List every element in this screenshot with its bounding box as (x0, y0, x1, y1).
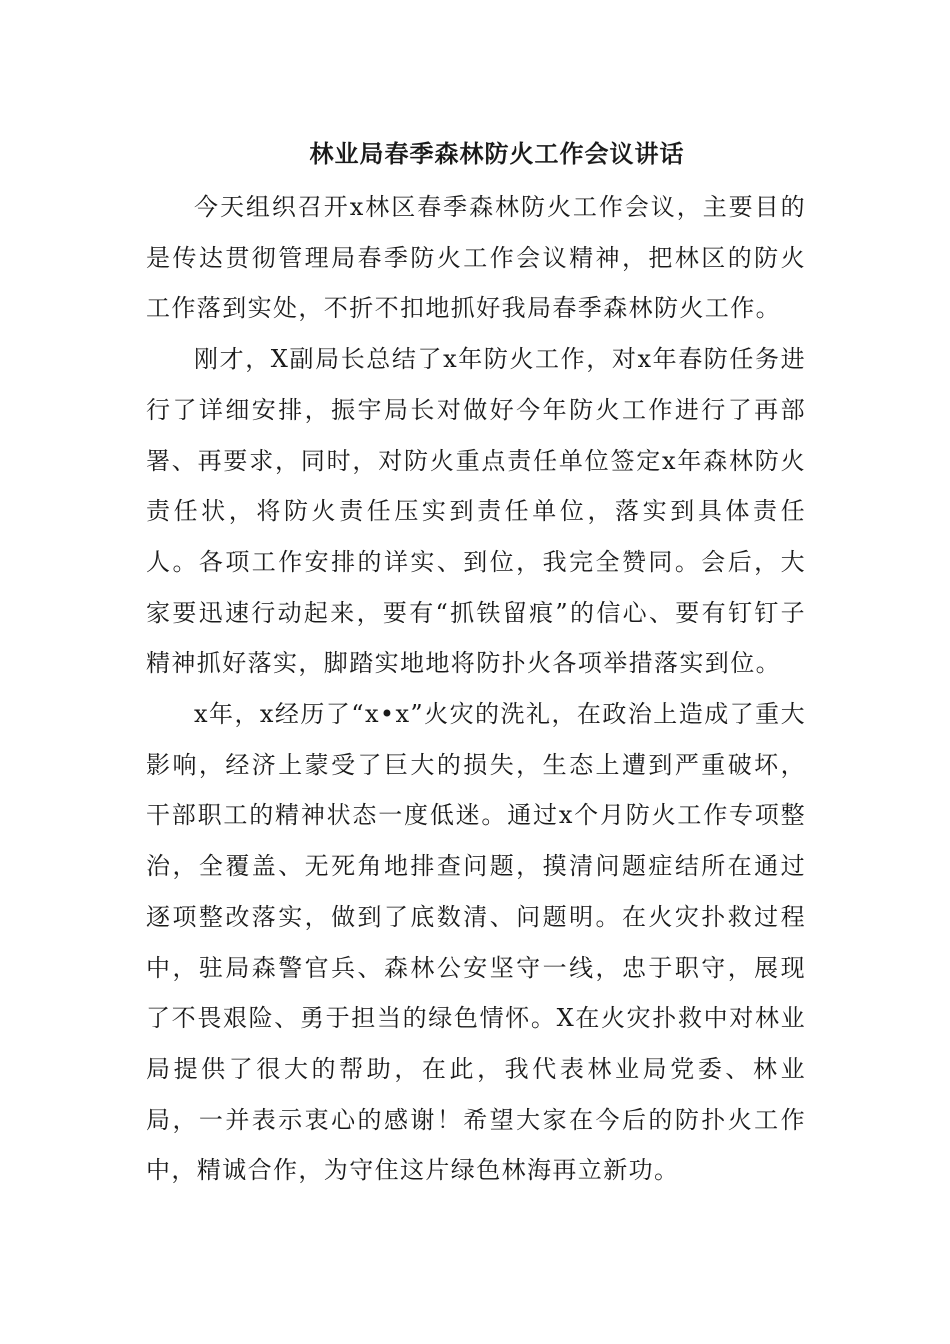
paragraph-2: 刚才，X副局长总结了x年防火工作，对x年春防任务进行了详细安排，振宇局长对做好今年防火工作进行了再部署、再要求，同时，对防火重点责任单位签定x年森林防火责任状，将防火责任压实到责任单位，落实到具体责任人。各项工作安排的详实、到位，我完全赞同。会后，大家要迅速行动起来，要有“抓铁留痕”的信心、要有钉钉子精神抓好落实，脚踏实地地将防扑火各项举措落实到位。 (146, 345, 806, 678)
document-title: 林业局春季森林防火工作会议讲话 (309, 140, 685, 168)
paragraph-3: x年，x经历了“x•x”火灾的洗礼，在政治上造成了重大影响，经济上蒙受了巨大的损失，生态上遭到严重破坏，干部职工的精神状态一度低迷。通过x个月防火工作专项整治，全覆盖、无死角地排查问题，摸清问题症结所在通过逐项整改落实，做到了底数清、问题明。在火灾扑救过程中，驻局森警官兵、森林公安坚守一线，忠于职守，展现了不畏艰险、勇于担当的绿色情怀。X在火灾扑救中对林业局提供了很大的帮助，在此，我代表林业局党委、林业局，一并表示衷心的感谢！希望大家在今后的防扑火工作中，精诚合作，为守住这片绿色林海再立新功。 (146, 700, 806, 1185)
document-body (146, 182, 806, 1196)
paragraph-1: 今天组织召开x林区春季森林防火工作会议，主要目的是传达贯彻管理局春季防火工作会议精神，把林区的防火工作落到实处，不折不扣地抓好我局春季森林防火工作。 (146, 193, 806, 323)
